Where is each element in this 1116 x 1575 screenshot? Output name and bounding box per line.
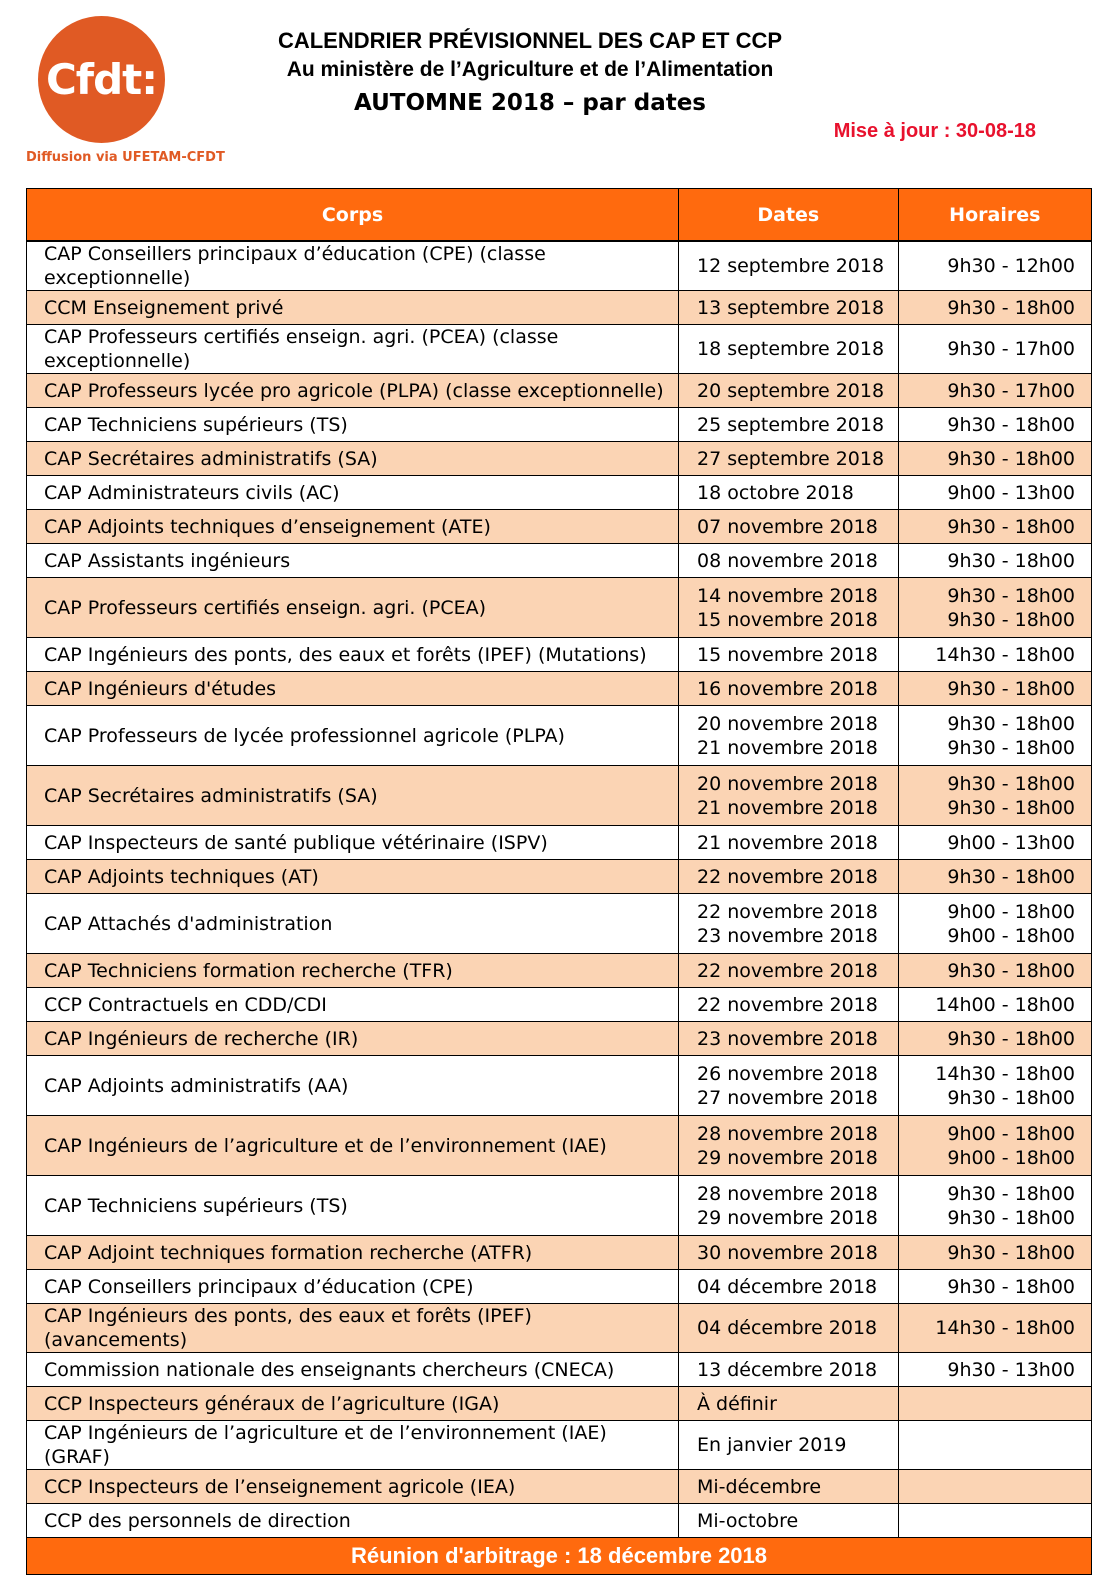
cell-horaires <box>898 578 1091 638</box>
date-value: 04 décembre 2018 <box>697 1317 878 1339</box>
cell-horaires <box>898 408 1091 442</box>
date-value: 22 novembre 2018 <box>697 865 878 888</box>
cell-horaires <box>898 1387 1091 1421</box>
table-row <box>27 374 1092 408</box>
column-header-horaires: Horaires <box>898 189 1091 242</box>
table-row <box>27 1022 1092 1056</box>
time-value: 9h30 - 18h00 <box>947 1182 1075 1205</box>
cell-corps: CAP Ingénieurs des ponts, des eaux et forêts (IPEF) (avancements) <box>27 1304 679 1353</box>
time-value: 9h30 - 18h00 <box>947 1027 1075 1050</box>
logo-text: Cfdt: <box>45 55 158 104</box>
table-row <box>27 1176 1092 1236</box>
table-row <box>27 476 1092 510</box>
time-value: 9h30 - 18h00 <box>947 296 1075 319</box>
time-value: 14h30 - 18h00 <box>935 1317 1075 1339</box>
table-row <box>27 578 1092 638</box>
cell-dates <box>679 706 899 766</box>
calendar-table <box>26 188 1092 1575</box>
time-value: 9h30 - 18h00 <box>947 1241 1075 1264</box>
cell-corps: CAP Techniciens formation recherche (TFR) <box>27 954 679 988</box>
table-row <box>27 1270 1092 1304</box>
table-row <box>27 954 1092 988</box>
time-value: 9h30 - 12h00 <box>947 255 1075 277</box>
time-value: 9h00 - 18h00 <box>947 924 1075 947</box>
cell-corps: CAP Adjoints techniques (AT) <box>27 860 679 894</box>
cell-corps: CCM Enseignement privé <box>27 291 679 325</box>
table-header-row <box>27 189 1092 242</box>
cell-dates <box>679 1353 899 1387</box>
table-row <box>27 1236 1092 1270</box>
table-row <box>27 1056 1092 1116</box>
table-row <box>27 1353 1092 1387</box>
cell-dates <box>679 1116 899 1176</box>
cell-horaires <box>898 1236 1091 1270</box>
time-value: 9h30 - 18h00 <box>947 447 1075 470</box>
cell-horaires <box>898 1504 1091 1538</box>
date-value: 29 novembre 2018 <box>697 1206 878 1229</box>
footer-row <box>27 1538 1092 1575</box>
time-value: 14h30 - 18h00 <box>935 643 1075 666</box>
cell-corps: CCP Contractuels en CDD/CDI <box>27 988 679 1022</box>
cell-corps: CAP Conseillers principaux d’éducation (CPE) (classe exceptionnelle) <box>27 241 679 291</box>
cell-dates <box>679 988 899 1022</box>
table-row <box>27 241 1092 291</box>
time-value: 9h30 - 18h00 <box>947 1275 1075 1298</box>
cell-corps: CAP Attachés d'administration <box>27 894 679 954</box>
cell-dates <box>679 442 899 476</box>
time-value: 14h00 - 18h00 <box>935 993 1075 1016</box>
time-value: 9h30 - 13h00 <box>947 1358 1075 1381</box>
date-value: 15 novembre 2018 <box>697 608 878 631</box>
time-value: 9h30 - 18h00 <box>947 1206 1075 1229</box>
cell-horaires <box>898 325 1091 374</box>
date-value: 28 novembre 2018 <box>697 1182 878 1205</box>
cell-dates <box>679 894 899 954</box>
date-value: 22 novembre 2018 <box>697 959 878 982</box>
date-value: 20 novembre 2018 <box>697 712 878 735</box>
time-value: 9h30 - 18h00 <box>947 677 1075 700</box>
date-value: 23 novembre 2018 <box>697 1027 878 1050</box>
cell-corps: CAP Professeurs certifiés enseign. agri. (PCEA) (classe exceptionnelle) <box>27 325 679 374</box>
cell-corps: CAP Assistants ingénieurs <box>27 544 679 578</box>
table-row <box>27 894 1092 954</box>
cell-horaires <box>898 476 1091 510</box>
cell-corps: CAP Adjoint techniques formation recherche (ATFR) <box>27 1236 679 1270</box>
cell-dates <box>679 1470 899 1504</box>
date-value: Mi-octobre <box>697 1509 799 1532</box>
cell-horaires <box>898 826 1091 860</box>
cell-corps: CCP des personnels de direction <box>27 1504 679 1538</box>
table-row <box>27 442 1092 476</box>
cell-dates <box>679 766 899 826</box>
cfdt-logo <box>38 16 165 143</box>
cell-horaires <box>898 1353 1091 1387</box>
cell-corps: CAP Secrétaires administratifs (SA) <box>27 442 679 476</box>
cell-corps: Commission nationale des enseignants chercheurs (CNECA) <box>27 1353 679 1387</box>
date-value: 16 novembre 2018 <box>697 677 878 700</box>
cell-horaires <box>898 1056 1091 1116</box>
table-row <box>27 291 1092 325</box>
cell-horaires <box>898 291 1091 325</box>
time-value: 9h30 - 18h00 <box>947 772 1075 795</box>
table-row <box>27 1116 1092 1176</box>
cell-horaires <box>898 1470 1091 1504</box>
date-value: 22 novembre 2018 <box>697 900 878 923</box>
time-value: 9h30 - 18h00 <box>947 608 1075 631</box>
cell-horaires <box>898 544 1091 578</box>
cell-corps: CAP Adjoints administratifs (AA) <box>27 1056 679 1116</box>
cell-corps: CAP Administrateurs civils (AC) <box>27 476 679 510</box>
date-value: 22 novembre 2018 <box>697 993 878 1016</box>
cell-corps: CAP Ingénieurs des ponts, des eaux et forêts (IPEF) (Mutations) <box>27 638 679 672</box>
cell-corps: CAP Ingénieurs d'études <box>27 672 679 706</box>
time-value: 9h30 - 18h00 <box>947 515 1075 538</box>
cell-corps: CAP Techniciens supérieurs (TS) <box>27 408 679 442</box>
time-value: 14h30 - 18h00 <box>935 1062 1075 1085</box>
cell-horaires <box>898 1116 1091 1176</box>
cell-corps: CAP Secrétaires administratifs (SA) <box>27 766 679 826</box>
cell-dates <box>679 578 899 638</box>
date-value: 07 novembre 2018 <box>697 515 878 538</box>
cell-dates <box>679 1387 899 1421</box>
cell-horaires <box>898 638 1091 672</box>
table-row <box>27 1504 1092 1538</box>
cell-dates <box>679 241 899 291</box>
cell-corps: CAP Professeurs lycée pro agricole (PLPA) (classe exceptionnelle) <box>27 374 679 408</box>
cell-dates <box>679 1421 899 1470</box>
date-value: 13 décembre 2018 <box>697 1358 878 1381</box>
date-value: 27 septembre 2018 <box>697 447 885 470</box>
cell-corps: CAP Techniciens supérieurs (TS) <box>27 1176 679 1236</box>
table-row <box>27 766 1092 826</box>
table-body <box>27 241 1092 1538</box>
date-value: Mi-décembre <box>697 1475 822 1498</box>
table-row <box>27 544 1092 578</box>
date-value: 25 septembre 2018 <box>697 413 885 436</box>
season-title: AUTOMNE 2018 – par dates <box>354 90 706 116</box>
date-value: 20 novembre 2018 <box>697 772 878 795</box>
cell-dates <box>679 954 899 988</box>
date-value: 21 novembre 2018 <box>697 736 878 759</box>
cell-dates <box>679 1236 899 1270</box>
column-header-dates: Dates <box>679 189 899 242</box>
time-value: 9h30 - 18h00 <box>947 549 1075 572</box>
cell-dates <box>679 544 899 578</box>
column-header-corps: Corps <box>27 189 679 242</box>
date-value: 08 novembre 2018 <box>697 549 878 572</box>
cell-dates <box>679 1022 899 1056</box>
cell-corps: CCP Inspecteurs généraux de l’agriculture (IGA) <box>27 1387 679 1421</box>
cell-horaires <box>898 1270 1091 1304</box>
date-value: 23 novembre 2018 <box>697 924 878 947</box>
cell-corps: CAP Ingénieurs de recherche (IR) <box>27 1022 679 1056</box>
time-value: 9h30 - 18h00 <box>947 1086 1075 1109</box>
time-value: 9h30 - 18h00 <box>947 796 1075 819</box>
cell-horaires <box>898 954 1091 988</box>
cell-corps: CAP Inspecteurs de santé publique vétérinaire (ISPV) <box>27 826 679 860</box>
cell-horaires <box>898 860 1091 894</box>
date-value: 18 octobre 2018 <box>697 481 854 504</box>
cell-dates <box>679 510 899 544</box>
table-row <box>27 1470 1092 1504</box>
page-subtitle: Au ministère de l’Agriculture et de l’Alimentation <box>286 58 774 81</box>
table-row <box>27 988 1092 1022</box>
date-value: 30 novembre 2018 <box>697 1241 878 1264</box>
table-row <box>27 706 1092 766</box>
date-value: 13 septembre 2018 <box>697 296 885 319</box>
date-value: 21 novembre 2018 <box>697 796 878 819</box>
date-value: 26 novembre 2018 <box>697 1062 878 1085</box>
cell-corps: CAP Ingénieurs de l’agriculture et de l’environnement (IAE) <box>27 1116 679 1176</box>
cell-dates <box>679 1504 899 1538</box>
time-value: 9h30 - 18h00 <box>947 736 1075 759</box>
cell-dates <box>679 408 899 442</box>
table-row <box>27 325 1092 374</box>
update-date: Mise à jour : 30-08-18 <box>833 120 1036 142</box>
time-value: 9h30 - 18h00 <box>947 413 1075 436</box>
cell-horaires <box>898 894 1091 954</box>
cell-dates <box>679 1056 899 1116</box>
date-value: 20 septembre 2018 <box>697 379 885 402</box>
table-row <box>27 826 1092 860</box>
cell-horaires <box>898 1421 1091 1470</box>
table-row <box>27 638 1092 672</box>
date-value: 14 novembre 2018 <box>697 584 878 607</box>
cell-horaires <box>898 766 1091 826</box>
cell-horaires <box>898 988 1091 1022</box>
cell-dates <box>679 860 899 894</box>
cell-dates <box>679 1176 899 1236</box>
date-value: 12 septembre 2018 <box>697 255 885 277</box>
time-value: 9h30 - 18h00 <box>947 712 1075 735</box>
date-value: En janvier 2019 <box>697 1434 847 1456</box>
cell-corps: CAP Conseillers principaux d’éducation (CPE) <box>27 1270 679 1304</box>
cell-corps: CAP Adjoints techniques d’enseignement (ATE) <box>27 510 679 544</box>
cell-dates <box>679 672 899 706</box>
table-row <box>27 672 1092 706</box>
cell-horaires <box>898 374 1091 408</box>
cell-horaires <box>898 1304 1091 1353</box>
cell-horaires <box>898 706 1091 766</box>
date-value: 21 novembre 2018 <box>697 831 878 854</box>
cell-dates <box>679 1270 899 1304</box>
cell-corps: CAP Professeurs de lycée professionnel agricole (PLPA) <box>27 706 679 766</box>
page-title: CALENDRIER PRÉVISIONNEL DES CAP ET CCP <box>277 28 783 53</box>
time-value: 9h00 - 18h00 <box>947 1122 1075 1145</box>
table-row <box>27 1421 1092 1470</box>
date-value: 04 décembre 2018 <box>697 1275 878 1298</box>
table-row <box>27 1304 1092 1353</box>
cell-corps: CAP Ingénieurs de l’agriculture et de l’environnement (IAE) (GRAF) <box>27 1421 679 1470</box>
cell-horaires <box>898 672 1091 706</box>
date-value: 18 septembre 2018 <box>697 338 885 360</box>
cell-dates <box>679 476 899 510</box>
cell-horaires <box>898 241 1091 291</box>
diffusion-note: Diffusion via UFETAM-CFDT <box>26 150 225 165</box>
time-value: 9h00 - 18h00 <box>947 900 1075 923</box>
time-value: 9h00 - 18h00 <box>947 1146 1075 1169</box>
cell-dates <box>679 1304 899 1353</box>
cell-corps: CAP Professeurs certifiés enseign. agri. (PCEA) <box>27 578 679 638</box>
time-value: 9h00 - 13h00 <box>947 481 1075 504</box>
cell-horaires <box>898 442 1091 476</box>
date-value: À définir <box>697 1392 777 1415</box>
cell-dates <box>679 826 899 860</box>
table-row <box>27 408 1092 442</box>
cell-horaires <box>898 510 1091 544</box>
arbitration-meeting: Réunion d'arbitrage : 18 décembre 2018 <box>27 1538 1092 1575</box>
table-row <box>27 1387 1092 1421</box>
date-value: 29 novembre 2018 <box>697 1146 878 1169</box>
date-value: 15 novembre 2018 <box>697 643 878 666</box>
time-value: 9h30 - 17h00 <box>947 338 1075 360</box>
cell-dates <box>679 291 899 325</box>
cell-corps: CCP Inspecteurs de l’enseignement agricole (IEA) <box>27 1470 679 1504</box>
table-row <box>27 860 1092 894</box>
cell-dates <box>679 325 899 374</box>
time-value: 9h30 - 18h00 <box>947 584 1075 607</box>
table-row <box>27 510 1092 544</box>
date-value: 27 novembre 2018 <box>697 1086 878 1109</box>
cell-dates <box>679 374 899 408</box>
cell-horaires <box>898 1176 1091 1236</box>
time-value: 9h00 - 13h00 <box>947 831 1075 854</box>
cell-dates <box>679 638 899 672</box>
date-value: 28 novembre 2018 <box>697 1122 878 1145</box>
cell-horaires <box>898 1022 1091 1056</box>
time-value: 9h30 - 18h00 <box>947 959 1075 982</box>
time-value: 9h30 - 17h00 <box>947 379 1075 402</box>
time-value: 9h30 - 18h00 <box>947 865 1075 888</box>
